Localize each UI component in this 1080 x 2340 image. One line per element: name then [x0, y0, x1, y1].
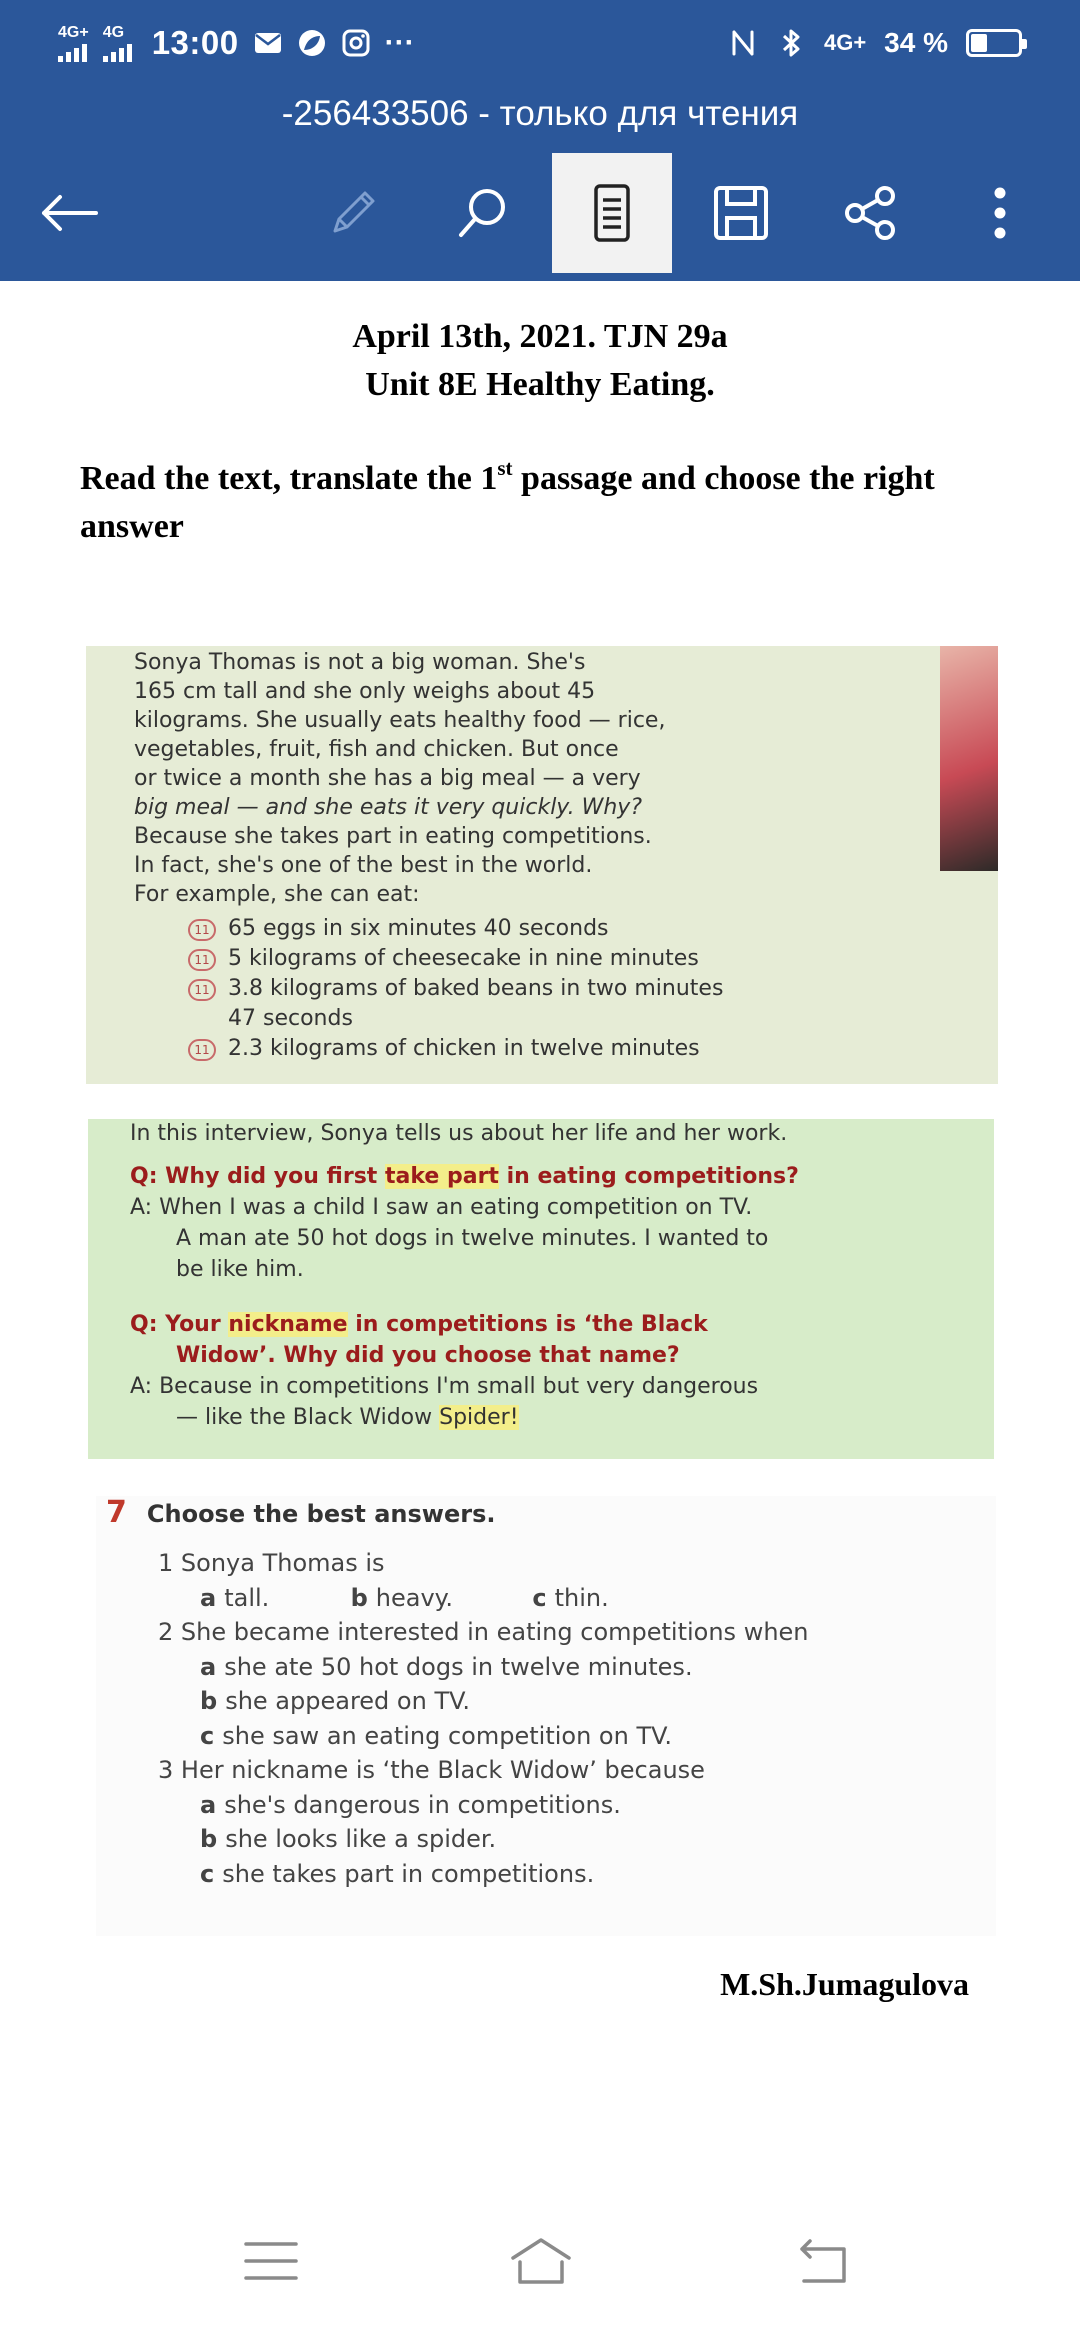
question-2-option — [158, 1650, 809, 1685]
question-3-option — [158, 1857, 809, 1892]
option-letter: c — [200, 1859, 215, 1888]
battery-icon — [966, 29, 1022, 57]
audio-track-icon: 11 — [188, 979, 216, 1001]
bluetooth-icon — [776, 28, 806, 58]
answer-1-line: A man ate 50 hot dogs in twelve minutes. I wanted to — [176, 1226, 769, 1251]
save-button[interactable] — [681, 153, 801, 273]
status-bar — [0, 0, 1080, 86]
instruction-part-1: Read the text, translate the 1 — [80, 460, 498, 497]
app-header — [0, 0, 1080, 281]
question-2-part: Q: Your — [130, 1312, 229, 1337]
option-letter: b — [200, 1687, 218, 1715]
system-navigation-bar — [0, 2191, 1080, 2340]
list-item-text: 2.3 kilograms of chicken in twelve minutes — [228, 1036, 700, 1061]
exercise-questions — [158, 1546, 809, 1891]
question-2-option — [158, 1684, 809, 1719]
nfc-icon — [728, 28, 758, 58]
author-signature: M.Sh.Jumagulova — [720, 1966, 969, 2002]
leaf-app-icon — [297, 28, 327, 58]
heading-line-2: Unit 8E Healthy Eating. — [365, 366, 715, 403]
interview-qa-1 — [130, 1161, 980, 1285]
question-2 — [130, 1309, 980, 1340]
reading-paragraph — [134, 648, 924, 909]
option-text: she ate 50 hot dogs in twelve minutes. — [224, 1652, 693, 1681]
signal-icon — [58, 25, 89, 62]
scan-exercise — [96, 1496, 996, 1936]
more-notifications-icon: ··· — [384, 26, 415, 59]
photo-sonya — [940, 646, 998, 871]
answer-1-line: A: When I was a child I saw an eating competition on TV. — [130, 1195, 753, 1220]
document-title: -256433506 - только для чтения — [281, 94, 799, 133]
answer-1-line: be like him. — [176, 1257, 304, 1282]
option-text: she's dangerous in competitions. — [224, 1790, 621, 1819]
search-icon — [453, 183, 513, 243]
save-icon — [712, 184, 770, 242]
network-type-1: 4G+ — [58, 23, 89, 41]
list-item-text: 5 kilograms of cheesecake in nine minutes — [228, 946, 699, 971]
reading-mode-button[interactable] — [552, 153, 672, 273]
scan-reading-text — [86, 646, 998, 1084]
answer-2-highlight: Spider! — [439, 1405, 519, 1430]
option-text: she takes part in competitions. — [222, 1859, 595, 1888]
reading-line: 165 cm tall and she only weighs about 45 — [134, 679, 596, 704]
option-text: she appeared on TV. — [225, 1687, 471, 1715]
option-text: thin. — [554, 1583, 609, 1612]
list-item — [188, 944, 988, 974]
reading-line: vegetables, fruit, fish and chicken. But once — [134, 737, 619, 762]
question-1-highlight: take part — [385, 1164, 499, 1189]
reading-line: or twice a month she has a big meal — a very — [134, 766, 641, 791]
edit-pencil-icon — [325, 185, 381, 241]
question-2-highlight: nickname — [228, 1312, 348, 1337]
reading-line: Sonya Thomas is not a big woman. She's — [134, 650, 586, 675]
exercise-title: Choose the best answers. — [146, 1500, 496, 1528]
option-text: she saw an eating competition on TV. — [222, 1721, 673, 1750]
interview-qa-2 — [130, 1309, 980, 1433]
network-type-right: 4G+ — [823, 30, 867, 55]
back-arrow-icon — [40, 193, 100, 233]
recent-apps-button[interactable] — [211, 2211, 331, 2311]
reading-line: For example, she can eat: — [134, 882, 420, 907]
document-heading — [0, 313, 1080, 409]
question-2-stem: 2 She became interested in eating competitions when — [158, 1618, 809, 1646]
reading-line: big meal — and she eats it very quickly. Why? — [134, 795, 642, 820]
document-page[interactable] — [0, 281, 1080, 2191]
share-button[interactable] — [810, 153, 930, 273]
audio-track-icon: 11 — [188, 919, 216, 941]
option-letter: c — [200, 1721, 215, 1750]
list-item-text: 3.8 kilograms of baked beans in two minutes — [228, 976, 724, 1001]
list-item-continuation: 47 seconds — [228, 1006, 353, 1031]
reading-mode-icon — [592, 183, 632, 243]
home-button[interactable] — [481, 2211, 601, 2311]
option-text: she looks like a spider. — [225, 1825, 497, 1853]
more-options-button[interactable] — [940, 153, 1060, 273]
more-vertical-icon — [990, 185, 1010, 241]
option-text: tall. — [224, 1583, 270, 1612]
instruction-text — [80, 455, 980, 551]
list-item — [188, 1034, 988, 1064]
option-letter: c — [532, 1583, 547, 1612]
back-icon — [796, 2237, 852, 2285]
interview-intro: In this interview, Sonya tells us about her life and her work. — [130, 1121, 788, 1146]
answer-2-line: A: Because in competitions I'm small but very dangerous — [130, 1374, 759, 1399]
toolbar — [0, 150, 1080, 275]
question-1-part: Q: Why did you first — [130, 1164, 385, 1189]
question-3-option — [158, 1788, 809, 1823]
question-1-stem: 1 Sonya Thomas is — [158, 1549, 385, 1577]
question-1-options — [158, 1581, 809, 1616]
signal-icon-2 — [103, 25, 132, 62]
question-1 — [130, 1161, 980, 1192]
question-3-option — [158, 1822, 809, 1857]
mail-icon — [253, 28, 283, 58]
instruction-part-2: passage and choose the right answer — [80, 460, 935, 545]
list-item-text: 65 eggs in six minutes 40 seconds — [228, 916, 609, 941]
question-2-option — [158, 1719, 809, 1754]
menu-icon — [243, 2239, 299, 2283]
exercise-header — [106, 1496, 495, 1531]
edit-button[interactable] — [293, 153, 413, 273]
option-letter: a — [200, 1790, 217, 1819]
list-item — [188, 974, 988, 1004]
audio-track-icon: 11 — [188, 949, 216, 971]
network-type-2: 4G — [102, 23, 125, 41]
option-text: heavy. — [375, 1583, 454, 1612]
instruction-sup: st — [497, 456, 513, 480]
question-3-stem: 3 Her nickname is ‘the Black Widow’ because — [158, 1756, 705, 1784]
option-letter: a — [200, 1652, 217, 1681]
reading-line: In fact, she's one of the best in the world. — [134, 853, 593, 878]
clock: 13:00 — [151, 24, 239, 61]
back-button[interactable] — [10, 153, 130, 273]
scan-interview — [88, 1119, 994, 1459]
back-nav-button[interactable] — [764, 2211, 884, 2311]
reading-line: kilograms. She usually eats healthy food — rice, — [134, 708, 666, 733]
option-letter: a — [200, 1583, 217, 1612]
share-icon — [841, 184, 899, 242]
eating-records-list — [188, 914, 988, 1064]
question-2-part: in competitions is ‘the Black — [347, 1312, 708, 1337]
reading-line: Because she takes part in eating competitions. — [134, 824, 652, 849]
exercise-number: 7 — [106, 1496, 127, 1530]
option-letter: b — [200, 1825, 218, 1853]
answer-2-line — [130, 1402, 980, 1433]
audio-track-icon: 11 — [188, 1039, 216, 1061]
search-button[interactable] — [423, 153, 543, 273]
battery-percent: 34 % — [884, 27, 948, 58]
list-item — [188, 914, 988, 944]
option-letter: b — [350, 1583, 368, 1612]
question-2-line: Widow’. Why did you choose that name? — [176, 1343, 680, 1368]
home-icon — [508, 2236, 574, 2286]
answer-2-part: — like the Black Widow — [176, 1405, 440, 1430]
instagram-icon — [341, 28, 371, 58]
question-1-part: in eating competitions? — [498, 1164, 799, 1189]
heading-line-1: April 13th, 2021. TJN 29a — [352, 318, 728, 355]
battery-fill — [971, 34, 987, 52]
